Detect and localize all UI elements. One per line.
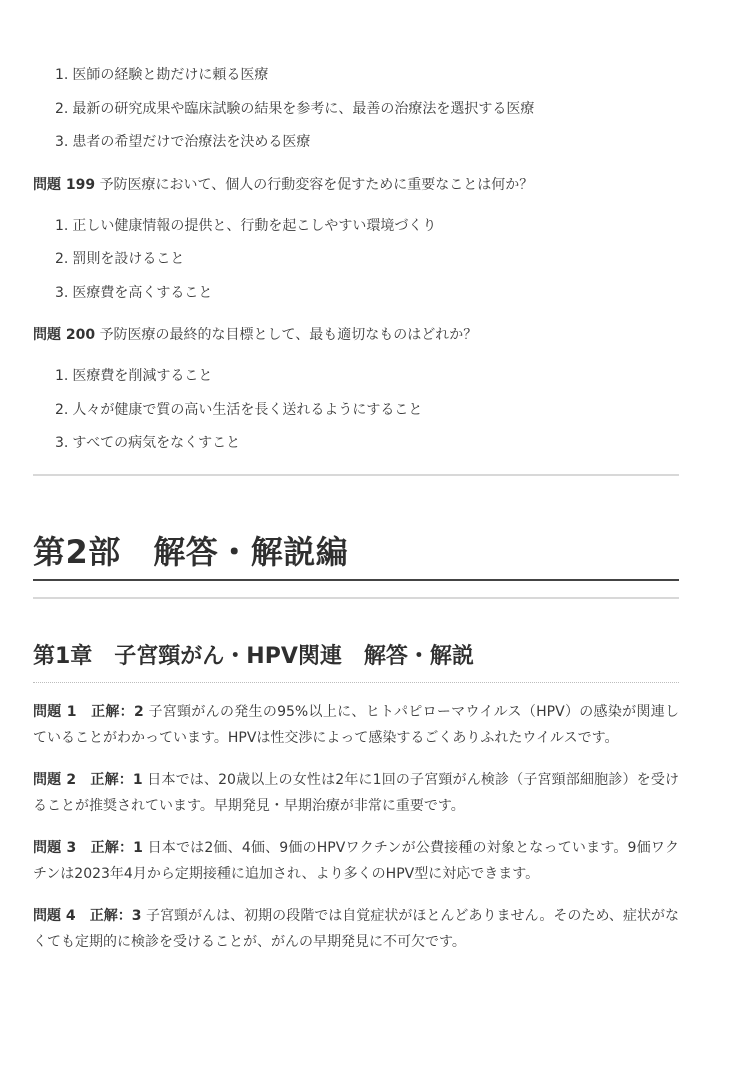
answer-text: 日本では2価、4価、9価のHPVワクチンが公費接種の対象となっています。9価ワクチンは2023年4月から定期接種に追加され、より多くのHPV型に対応できます。 xyxy=(33,839,680,882)
option-item: 2. 罰則を設けること xyxy=(55,251,185,267)
option-item: 1. 医療費を削減すること xyxy=(55,368,213,384)
answer-4 xyxy=(33,903,679,955)
chapter-title: 第1章 子宮頸がん・HPV関連 解答・解説 xyxy=(33,643,474,669)
answer-text: 日本では、20歳以上の女性は2年に1回の子宮頸がん検診（子宮頸部細胞診）を受けることが推奨されています。早期発見・早期治療が非常に重要です。 xyxy=(33,771,679,814)
question-label: 問題 200 xyxy=(33,327,96,343)
answer-text: 子宮頸がんの発生の95%以上に、ヒトパピローマウイルス（HPV）の感染が関連していることがわかっています。HPVは性交渉によって感染するごくありふれたウイルスです。 xyxy=(33,703,680,746)
question-text: 予防医療の最終的な目標として、最も適切なものはどれか？ xyxy=(99,327,478,343)
part-title: 第2部 解答・解説編 xyxy=(33,532,349,571)
question-200 xyxy=(33,324,679,346)
question-199 xyxy=(33,174,679,196)
answer-label: 問題 3 正解：1 xyxy=(33,839,143,856)
question-text: 予防医療において、個人の行動変容を促すために重要なことは何か？ xyxy=(99,176,534,193)
option-item: 1. 正しい健康情報の提供と、行動を起こしやすい環境づくり xyxy=(55,217,437,234)
answer-label: 問題 4 正解：3 xyxy=(33,907,142,924)
q199-options xyxy=(33,210,679,311)
answer-label: 問題 2 正解：1 xyxy=(33,771,143,788)
option-item: 2. 人々が健康で質の高い生活を長く送れるようにすること xyxy=(55,401,423,418)
option-item: 1. 医師の経験と勘だけに頼る医療 xyxy=(55,67,269,83)
option-item: 2. 最新の研究成果や臨床試験の結果を参考に、最善の治療法を選択する医療 xyxy=(55,100,535,117)
answer-1 xyxy=(33,699,679,751)
question-label: 問題 199 xyxy=(33,176,96,193)
q200-options xyxy=(33,360,679,461)
answer-label: 問題 1 正解：2 xyxy=(33,703,144,720)
answer-3 xyxy=(33,835,679,887)
option-item: 3. すべての病気をなくすこと xyxy=(55,435,241,451)
option-item: 3. 患者の希望だけで治療法を決める医療 xyxy=(55,134,311,150)
answer-2 xyxy=(33,767,679,819)
q198-options xyxy=(33,59,679,160)
answer-text: 子宮頸がんは、初期の段階では自覚症状がほとんどありません。そのため、症状がなくても定期的に検診を受けることが、がんの早期発見に不可欠です。 xyxy=(33,907,680,950)
option-item: 3. 医療費を高くすること xyxy=(55,284,213,301)
